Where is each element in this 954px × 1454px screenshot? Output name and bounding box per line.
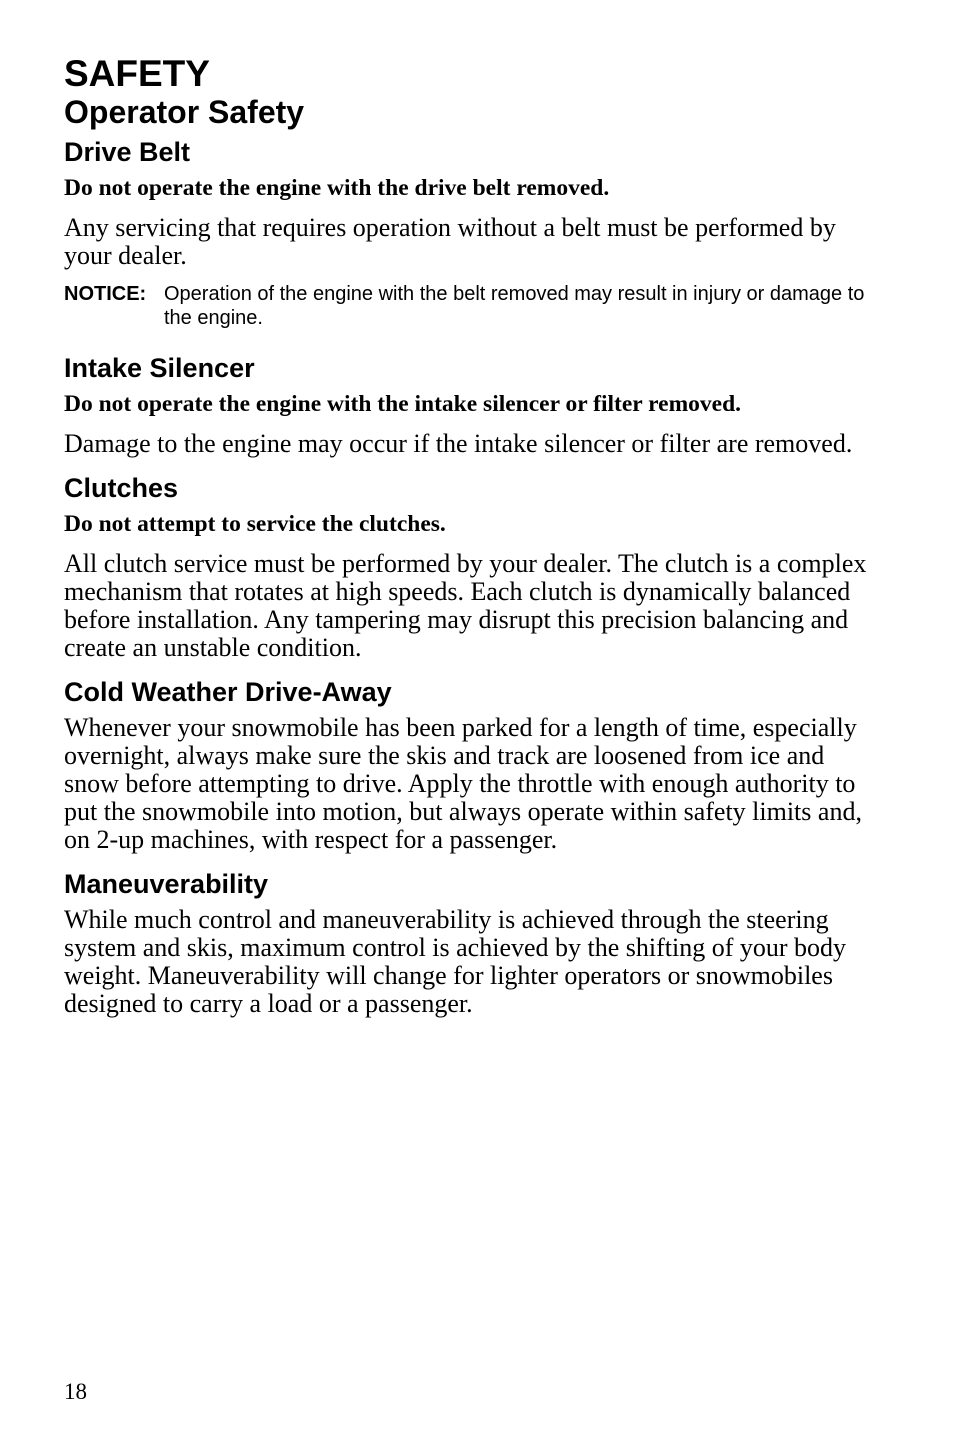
clutches-warning: Do not attempt to service the clutches. xyxy=(64,511,446,537)
intake-silencer-warning: Do not operate the engine with the intake silencer or filter removed. xyxy=(64,391,742,417)
drive-belt-heading: Drive Belt xyxy=(64,137,191,167)
maneuverability-body: While much control and maneuverability is achieved through the steering system and skis, maximum control is achieved by the shifting of your body weight. Maneuverability will change for lighter operators or snowmobiles designed to carry a load or a passenger. xyxy=(64,905,847,1018)
clutches-heading: Clutches xyxy=(64,473,179,503)
maneuverability-heading: Maneuverability xyxy=(64,869,269,899)
drive-belt-body: Any servicing that requires operation without a belt must be performed by your dealer. xyxy=(64,213,836,270)
notice-text: Operation of the engine with the belt removed may result in injury or damage to the engine. xyxy=(164,283,865,329)
intake-silencer-heading: Intake Silencer xyxy=(64,353,255,383)
intake-silencer-body: Damage to the engine may occur if the intake silencer or filter are removed. xyxy=(64,429,853,458)
drive-belt-section xyxy=(64,136,870,330)
chapter-title: SAFETY xyxy=(64,53,210,94)
drive-belt-notice xyxy=(64,282,870,330)
section-title: Operator Safety xyxy=(64,94,305,130)
drive-belt-warning: Do not operate the engine with the drive belt removed. xyxy=(64,175,610,201)
notice-label: NOTICE: xyxy=(64,283,147,305)
cold-weather-body: Whenever your snowmobile has been parked for a length of time, especially overnight, always make sure the skis and track are loosened from ice and snow before attempting to drive. Apply the throttle with enough authority to put the snowmobile into motion, but always operate within safety limits and, on 2-up machines, with respect for a passenger. xyxy=(64,713,862,854)
clutches-section xyxy=(64,472,870,662)
cold-weather-section xyxy=(64,676,870,854)
cold-weather-heading: Cold Weather Drive-Away xyxy=(64,677,392,707)
page-content xyxy=(64,54,870,1032)
intake-silencer-section xyxy=(64,352,870,458)
maneuverability-section xyxy=(64,868,870,1018)
page-number: 18 xyxy=(64,1379,87,1404)
clutches-body: All clutch service must be performed by your dealer. The clutch is a complex mechanism that rotates at high speeds. Each clutch is dynamically balanced before installation. Any tampering may disrupt this precision balancing and create an unstable condition. xyxy=(64,549,867,662)
